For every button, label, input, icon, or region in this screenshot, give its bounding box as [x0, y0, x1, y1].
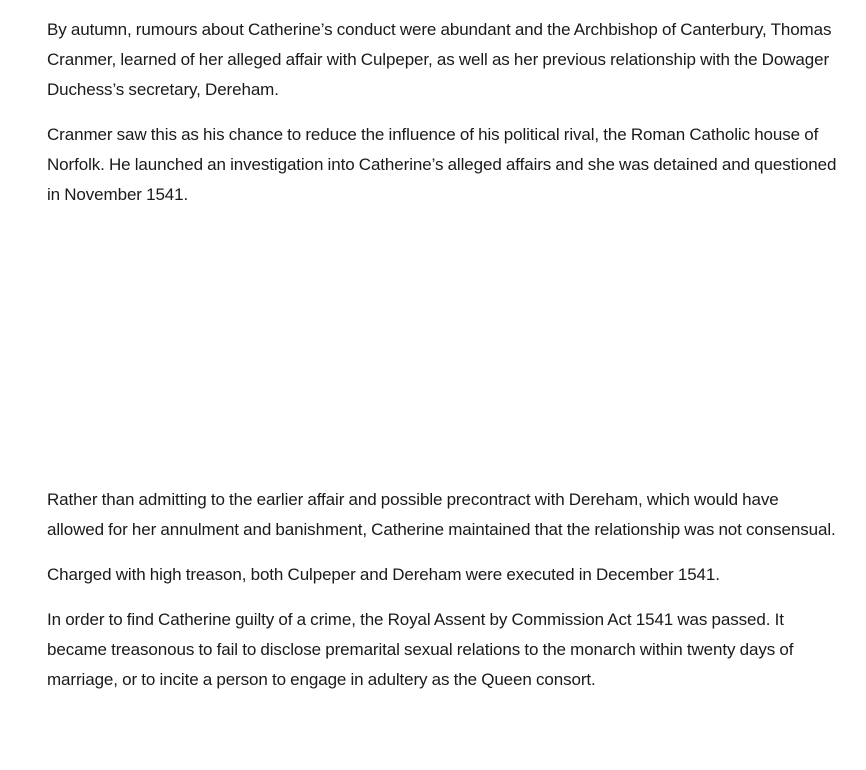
article-paragraph-royal-assent-act: In order to find Catherine guilty of a crime, the Royal Assent by Commission Act 1541 was passed. It became treasonous to fail to disclose premarital sexual relations to the monarch within twenty days of marriage, or to incite a person to engage in adultery as the Queen consort.: [47, 610, 794, 689]
article-paragraph-executions: Charged with high treason, both Culpeper and Dereham were executed in December 1541.: [47, 565, 720, 584]
article-paragraph-catherine-defense: Rather than admitting to the earlier affair and possible precontract with Dereham, which would have allowed for her annulment and banishment, Catherine maintained that the relationship was not consensual.: [47, 490, 836, 539]
article-body: [47, 15, 837, 695]
article-paragraph-cranmer-investigation: Cranmer saw this as his chance to reduce the influence of his political rival, the Roman Catholic house of Norfolk. He launched an investigation into Catherine’s alleged affairs and she was detained and questioned in November 1541.: [47, 125, 837, 204]
article-paragraph-autumn-rumours: By autumn, rumours about Catherine’s conduct were abundant and the Archbishop of Canterbury, Thomas Cranmer, learned of her alleged affair with Culpeper, as well as her previous relationship with the Dowager Duchess’s secretary, Dereham.: [47, 20, 832, 99]
embedded-media-placeholder: [47, 210, 837, 485]
